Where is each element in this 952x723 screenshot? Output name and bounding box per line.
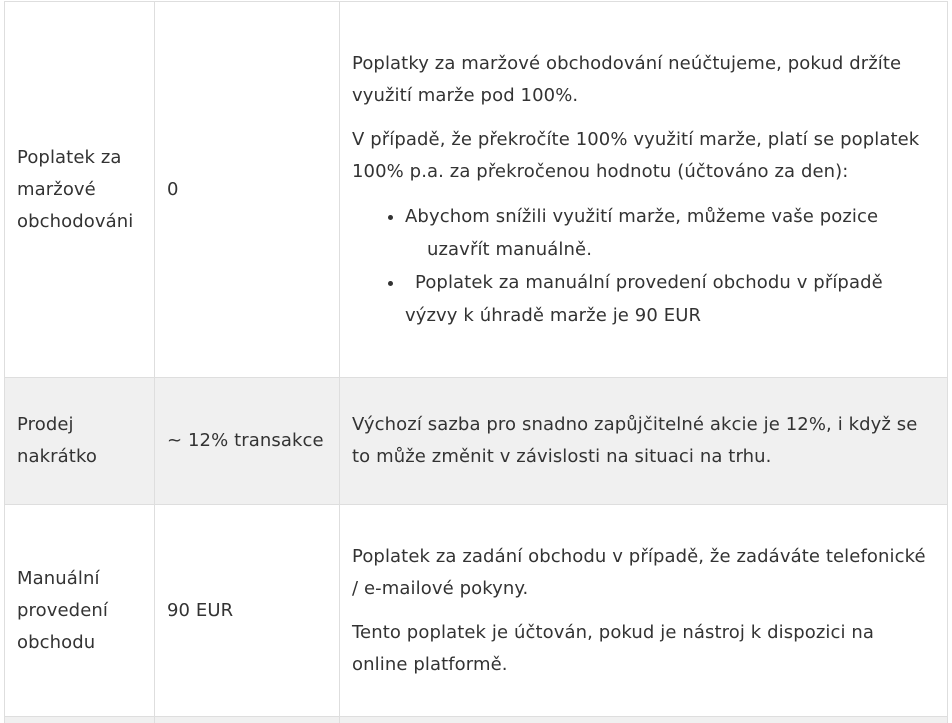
list-item: • Poplatek za manuální provedení obchodu v případě výzvy k úhradě marže je 90 EUR [405,266,935,332]
description-paragraph: Poplatky za maržové obchodování neúčtujeme, pokud držíte využití marže pod 100%. [352,52,902,106]
description-list [352,200,935,332]
table-row [5,2,948,378]
fee-value: 90 EUR [167,599,234,621]
fee-description-cell [340,505,948,717]
fee-value-cell [155,505,340,717]
fee-value: ~ 12% transakce [167,430,324,451]
fee-description-cell [340,2,948,378]
description-paragraph: Výchozí sazba pro snadno zapůjčitelné akcie je 12%, i když se to může změnit v závislosti na situaci na trhu. [352,414,918,467]
fee-value-cell [155,2,340,378]
list-item: • Abychom snížili využití marže, můžeme vaše pozice uzavřít manuálně. [405,200,935,266]
description-paragraph: Tento poplatek je účtován, pokud je nástroj k dispozici na online platformě. [352,621,875,675]
table-row [5,505,948,717]
table-row [5,378,948,505]
fee-value-cell [155,378,340,505]
description-paragraph: V případě, že překročíte 100% využití marže, platí se poplatek 100% p.a. za překročenou hodnotu (účtováno za den): [352,128,920,182]
fees-table [4,1,948,723]
fee-name-cell [5,505,155,717]
fee-name: Poplatek za maržové obchodováni [17,146,134,232]
description-paragraph: Poplatek za zadání obchodu v případě, že zadáváte telefonické / e-mailové pokyny. [352,545,926,599]
fee-name-cell [5,378,155,505]
table-row [5,717,948,723]
fee-name: Prodej nakrátko [17,414,97,467]
fee-description-cell [340,378,948,505]
fee-name: Manuální provedení obchodu [17,567,108,653]
fee-value: 0 [167,178,179,200]
fee-name-cell [5,2,155,378]
